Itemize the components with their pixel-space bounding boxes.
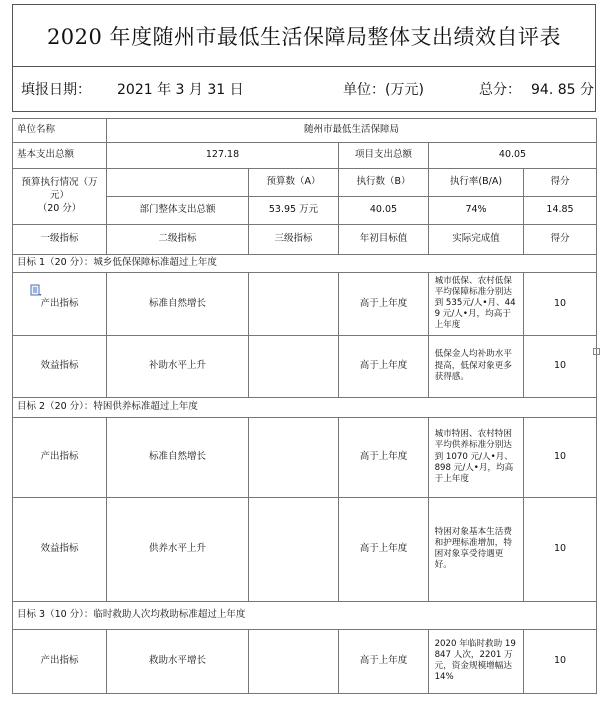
form-meta-row (12, 66, 596, 112)
g3r1-actual: 2020 年临时救助 19847 人次，2201 万元，资金规模增幅达 14% (429, 630, 524, 694)
goal2-label: 目标 2（20 分）：特困供养标准超过上年度 (13, 398, 597, 418)
header-actual: 实际完成值 (429, 225, 524, 255)
g3r1-level2: 救助水平增长 (107, 630, 249, 694)
g2r1-level3 (249, 418, 339, 498)
g1r2-level2: 补助水平上升 (107, 336, 249, 398)
g1r1-score: 10 (524, 273, 597, 336)
g1r2-score: 10 (524, 336, 597, 398)
g2r1-level2: 标准自然增长 (107, 418, 249, 498)
g3r1-level1: 产出指标 (13, 630, 107, 694)
resize-handle-icon[interactable] (593, 348, 600, 355)
header-target: 年初目标值 (339, 225, 429, 255)
g2r2-level3 (249, 498, 339, 602)
g3r1-target: 高于上年度 (339, 630, 429, 694)
goal-row (13, 255, 597, 273)
score-value: 94. 85 分 (531, 82, 594, 98)
g2r2-level1: 效益指标 (13, 498, 107, 602)
unit-name-label: 单位名称 (13, 119, 107, 143)
g1r1-level2: 标准自然增长 (107, 273, 249, 336)
g2r2-score: 10 (524, 498, 597, 602)
blank-cell (107, 169, 249, 197)
header-score: 得分 (524, 225, 597, 255)
g2r2-level2: 供养水平上升 (107, 498, 249, 602)
g1r1-target: 高于上年度 (339, 273, 429, 336)
goal3-label: 目标 3（10 分）：临时救助人次均救助标准超过上年度 (13, 602, 597, 630)
unit-name-value: 随州市最低生活保障局 (107, 119, 597, 143)
g2r2-target: 高于上年度 (339, 498, 429, 602)
g2r1-score: 10 (524, 418, 597, 498)
col-rate: 执行率(B/A) (429, 169, 524, 197)
basic-expense-value: 127.18 (107, 143, 339, 169)
date-label: 填报日期： (21, 82, 91, 98)
table-row (13, 119, 597, 143)
g2r1-level1: 产出指标 (13, 418, 107, 498)
table-row (13, 169, 597, 197)
g1r1-level1: 产出指标 (13, 273, 107, 336)
g1r2-target: 高于上年度 (339, 336, 429, 398)
budget-exec-label: 预算执行情况（万元） （20 分） (13, 169, 107, 225)
dept-budget: 53.95 万元 (249, 197, 339, 225)
table-header-row (13, 225, 597, 255)
goal-row (13, 602, 597, 630)
dept-rate: 74% (429, 197, 524, 225)
table-row (13, 336, 597, 398)
g2r1-actual: 城市特困、农村特困平均供养标准分别达到 1070 元/人•月、898 元/人•月，均高于上年度 (429, 418, 524, 498)
header-level1: 一级指标 (13, 225, 107, 255)
g1r2-level1: 效益指标 (13, 336, 107, 398)
table-row (13, 630, 597, 694)
col-exec: 执行数（B） (339, 169, 429, 197)
unit-label: 单位：(万元) (343, 82, 424, 98)
header-level3: 三级指标 (249, 225, 339, 255)
dept-score: 14.85 (524, 197, 597, 225)
table-row (13, 273, 597, 336)
g1r1-actual: 城市低保、农村低保平均保障标准分别达到 535元/人•月、449 元/人•月，均高于上年度 (429, 273, 524, 336)
table-row (13, 143, 597, 169)
paste-options-icon[interactable] (30, 284, 42, 297)
project-expense-value: 40.05 (429, 143, 597, 169)
g2r1-target: 高于上年度 (339, 418, 429, 498)
evaluation-table (12, 118, 597, 694)
goal1-label: 目标 1（20 分）：城乡低保保障标准超过上年度 (13, 255, 597, 273)
g2r2-actual: 特困对象基本生活费和护理标准增加，特困对象享受待遇更好。 (429, 498, 524, 602)
dept-exec: 40.05 (339, 197, 429, 225)
col-budget: 预算数（A） (249, 169, 339, 197)
date-value: 2021 年 3 月 31 日 (117, 82, 244, 98)
g3r1-level3 (249, 630, 339, 694)
form-title: 2020 年度随州市最低生活保障局整体支出绩效自评表 (12, 4, 596, 66)
header-level2: 二级指标 (107, 225, 249, 255)
g1r1-level3 (249, 273, 339, 336)
project-expense-label: 项目支出总额 (339, 143, 429, 169)
g3r1-score: 10 (524, 630, 597, 694)
table-row (13, 418, 597, 498)
score-label: 总分： (479, 82, 521, 98)
dept-total-label: 部门整体支出总额 (107, 197, 249, 225)
basic-expense-label: 基本支出总额 (13, 143, 107, 169)
g1r2-actual: 低保金人均补助水平提高，低保对象更多获得感。 (429, 336, 524, 398)
goal-row (13, 398, 597, 418)
col-score: 得分 (524, 169, 597, 197)
g1r2-level3 (249, 336, 339, 398)
table-row (13, 498, 597, 602)
